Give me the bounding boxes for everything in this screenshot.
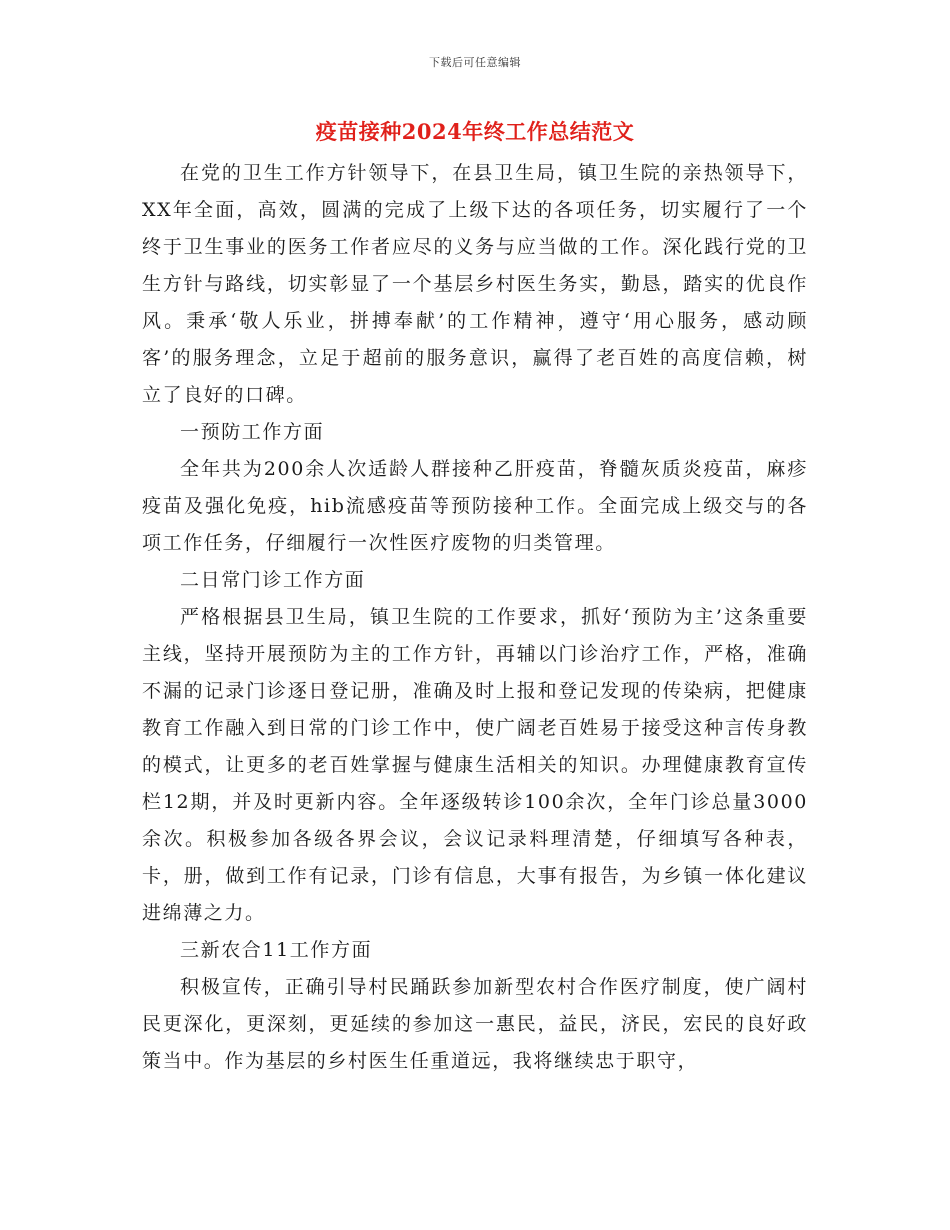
document-title: 疫苗接种2024年终工作总结范文 (315, 119, 635, 144)
section-heading-rural-coop: 三新农合11工作方面 (180, 939, 373, 961)
header-note: 下载后可任意编辑 (429, 56, 521, 69)
paragraph-intro: 在党的卫生工作方针领导下，在县卫生局，镇卫生院的亲热领导下，XX年全面，高效，圆满的完成了上级下达的各项任务，切实履行了一个终于卫生事业的医务工作者应尽的义务与应当做的工作。深化践行党的卫生方针与路线，切实彰显了一个基层乡村医生务实，勤恳，踏实的优良作风。秉承‘敬人乐业，拼搏奉献’的工作精神，遵守‘用心服务，感动顾客’的服务理念，立足于超前的服务意识，赢得了老百姓的高度信赖，树立了良好的口碑。 (142, 162, 808, 406)
paragraph-rural-coop: 积极宣传，正确引导村民踊跃参加新型农村合作医疗制度，使广阔村民更深化，更深刻，更延续的参加这一惠民，益民，济民，宏民的良好政策当中。作为基层的乡村医生任重道远，我将继续忠于职守， (142, 976, 808, 1072)
section-heading-outpatient: 二日常门诊工作方面 (180, 569, 366, 591)
paragraph-prevention: 全年共为200余人次适龄人群接种乙肝疫苗，脊髓灰质炎疫苗，麻疹疫苗及强化免疫，hib流感疫苗等预防接种工作。全面完成上级交与的各项工作任务，仔细履行一次性医疗废物的归类管理。 (142, 458, 808, 554)
section-heading-prevention: 一预防工作方面 (180, 421, 325, 443)
document-body (142, 155, 808, 1080)
paragraph-outpatient: 严格根据县卫生局，镇卫生院的工作要求，抓好‘预防为主’这条重要主线，坚持开展预防为主的工作方针，再辅以门诊治疗工作，严格，准确不漏的记录门诊逐日登记册，准确及时上报和登记发现的传染病，把健康教育工作融入到日常的门诊工作中，使广阔老百姓易于接受这种言传身教的模式，让更多的老百姓掌握与健康生活相关的知识。办理健康教育宣传栏12期，并及时更新内容。全年逐级转诊100余次，全年门诊总量3000余次。积极参加各级各界会议，会议记录料理清楚，仔细填写各种表，卡，册，做到工作有记录，门诊有信息，大事有报告，为乡镇一体化建议进绵薄之力。 (142, 606, 808, 924)
